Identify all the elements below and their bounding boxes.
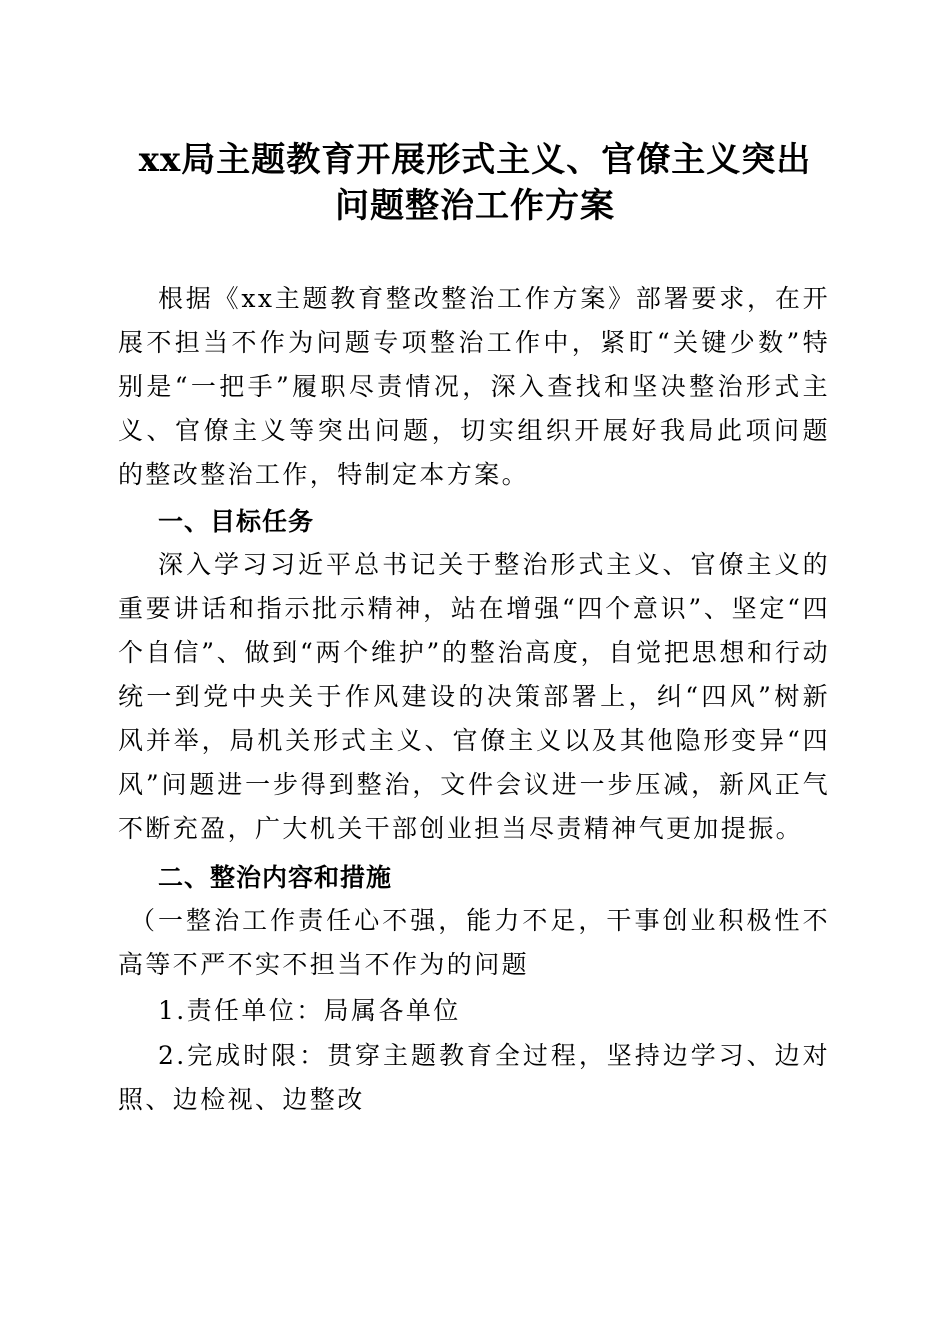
document-title-line-1: xx局主题教育开展形式主义、官僚主义突出 bbox=[138, 140, 812, 180]
intro-paragraph: 根据《xx主题教育整改整治工作方案》部署要求，在开展不担当不作为问题专项整治工作中，紧盯“关键少数”特别是“一把手”履职尽责情况，深入查找和坚决整治形式主义、官僚主义等突出问题，切实组织开展好我局此项问题的整改整治工作，特制定本方案。 bbox=[118, 284, 830, 489]
section-heading-goals: 一、目标任务 bbox=[158, 507, 315, 536]
subsection-paragraph: （一整治工作责任心不强，能力不足，干事创业积极性不高等不严不实不担当不作为的问题 bbox=[118, 906, 830, 979]
document-title-line-2: 问题整治工作方案 bbox=[335, 186, 615, 226]
list-item-responsible-unit: 1.责任单位：局属各单位 bbox=[158, 996, 461, 1025]
section-heading-measures: 二、整治内容和措施 bbox=[158, 863, 393, 892]
goals-paragraph: 深入学习习近平总书记关于整治形式主义、官僚主义的重要讲话和指示批示精神，站在增强“四个意识”、坚定“四个自信”、做到“两个维护”的整治高度，自觉把思想和行动统一到党中央关于作风建设的决策部署上，纠“四风”树新风并举，局机关形式主义、官僚主义以及其他隐形变异“四风”问题进一步得到整治，文件会议进一步压减，新风正气不断充盈，广大机关干部创业担当尽责精神气更加提振。 bbox=[118, 550, 830, 843]
list-item-deadline: 2.完成时限：贯穿主题教育全过程，坚持边学习、边对照、边检视、边整改 bbox=[118, 1041, 830, 1114]
